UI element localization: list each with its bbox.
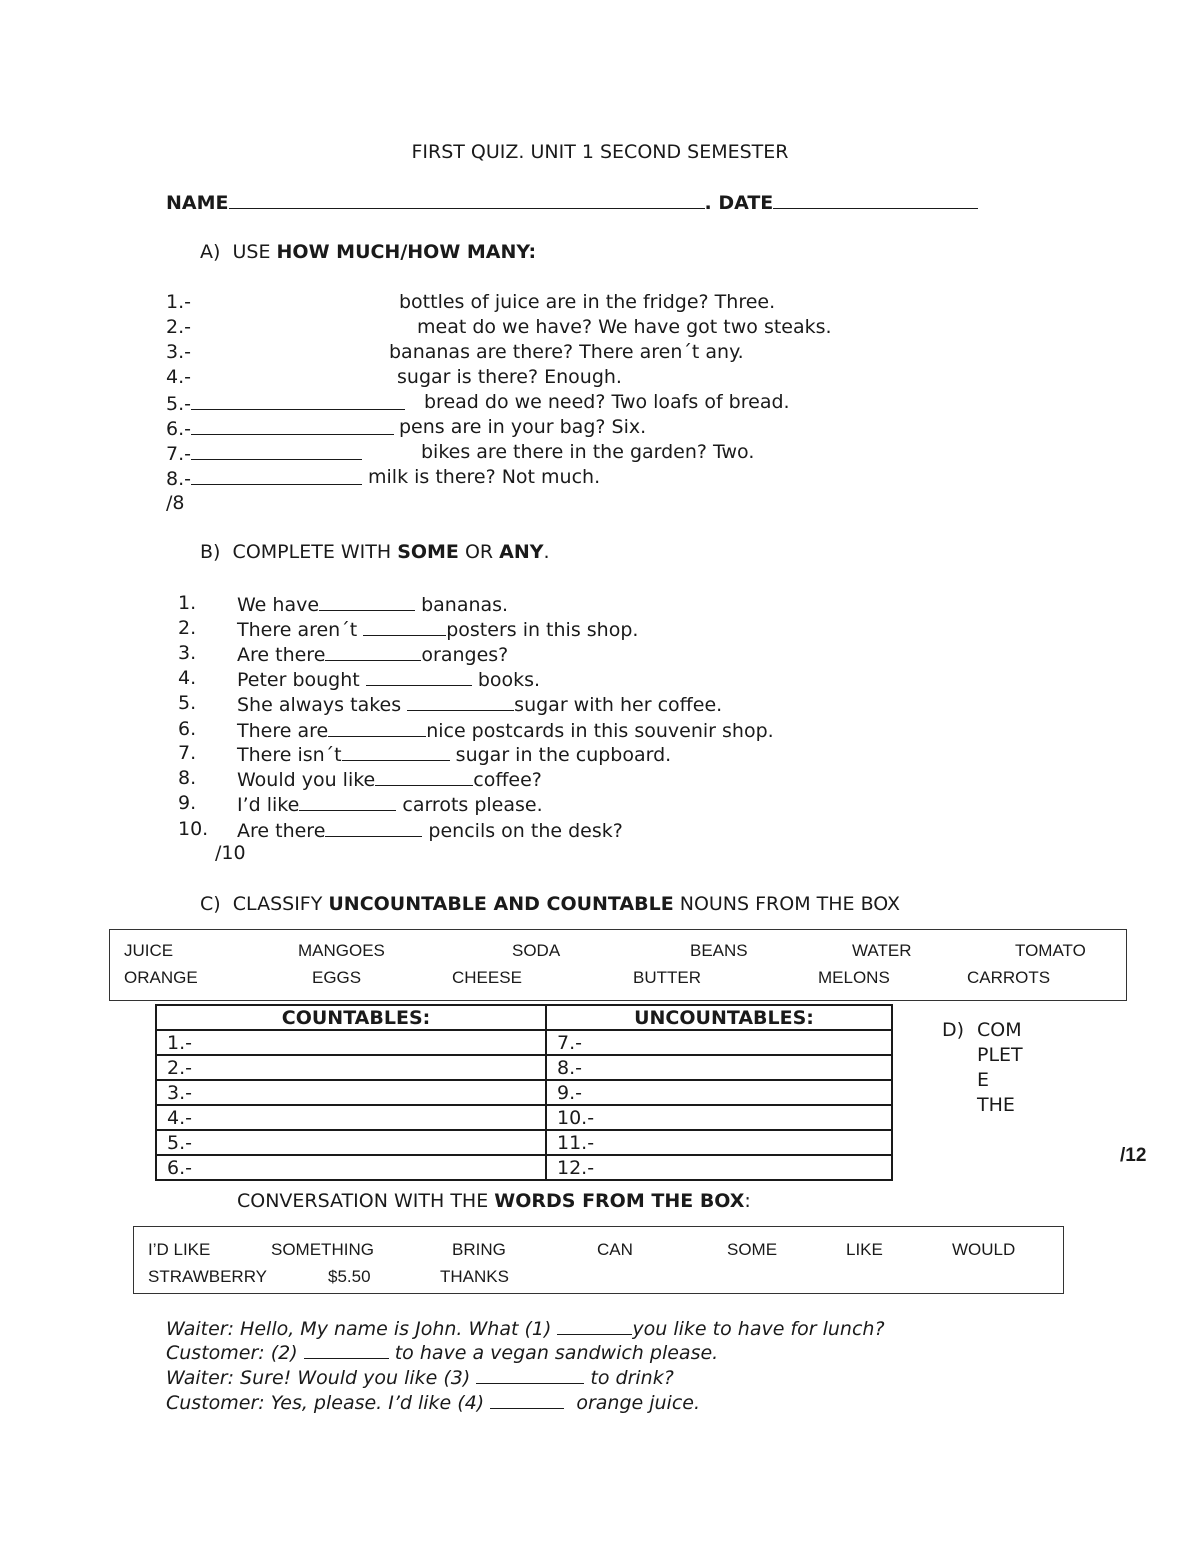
section-b-bold-any: ANY [499,541,544,563]
nouns-word-box [109,929,1127,1001]
item-text: carrots please. [396,794,543,816]
item-number: 7. [178,742,197,764]
section-a-text-2: meat do we have? We have got two steaks. [417,316,832,338]
item-number: 5.- [166,393,191,415]
section-b-prefix: COMPLETE WITH [232,541,398,563]
name-label: NAME [166,192,229,214]
section-b-heading [200,543,550,562]
countables-header: COUNTABLES: [156,1005,546,1030]
section-b-mid: OR [458,541,500,563]
word: MANGOES [298,941,385,960]
item-number: 6. [178,718,197,740]
answer-blank[interactable] [319,594,415,611]
section-a-item-4 [166,368,191,387]
table-row [156,1030,892,1055]
item-text: pencils on the desk? [422,820,623,842]
section-d-letter: D) [942,1019,965,1041]
answer-blank[interactable] [191,468,362,485]
item-text: Peter bought [237,669,366,691]
item-text: Would you like [237,769,376,791]
section-b-bold-some: SOME [397,541,459,563]
date-label: . DATE [704,192,774,214]
section-d-wrap-line: PLET [977,1044,1023,1066]
word: CARROTS [967,968,1051,987]
word: CAN [597,1240,633,1259]
page-title: FIRST QUIZ. UNIT 1 SECOND SEMESTER [411,141,789,163]
item-text: books. [471,669,541,691]
item-number: 3. [178,642,197,664]
item-number: 10. [178,818,209,840]
item-text: There aren´t [237,619,364,641]
section-c-bold: UNCOUNTABLE AND COUNTABLE [328,893,674,915]
item-text: sugar with her coffee. [514,694,723,716]
answer-blank[interactable] [557,1318,632,1335]
section-a-text-6: pens are in your bag? Six. [399,416,647,438]
item-number: 2. [178,617,197,639]
section-a-letter: A) [200,241,221,263]
section-a-item-3 [166,343,191,362]
word: JUICE [124,941,174,960]
word: LIKE [846,1240,883,1259]
section-a-text-3: bananas are there? There aren´t any. [389,341,744,363]
word: SOME [727,1240,778,1259]
uncountable-cell[interactable]: 12.- [546,1155,892,1180]
answer-blank[interactable] [342,744,450,761]
uncountable-cell[interactable]: 8.- [546,1055,892,1080]
section-b-letter: B) [200,541,221,563]
uncountable-cell[interactable]: 10.- [546,1105,892,1130]
dialogue-line-3 [166,1367,674,1388]
item-text: bananas. [415,594,509,616]
uncountable-cell[interactable]: 11.- [546,1130,892,1155]
answer-blank[interactable] [328,720,426,737]
item-text: oranges? [421,644,509,666]
item-number: 6.- [166,418,191,440]
dialogue-text: Customer: (2) [166,1342,304,1364]
section-d-bold: WORDS FROM THE BOX [494,1190,745,1212]
section-d-heading [237,1192,751,1211]
word: MELONS [818,968,890,987]
section-c-score: /12 [1120,1145,1147,1166]
answer-blank[interactable] [191,393,405,410]
dialogue-line-4 [166,1392,700,1413]
answer-blank[interactable] [407,694,514,711]
section-d-wrap-line: E [977,1069,990,1091]
section-d-suffix: : [744,1190,751,1212]
section-a-item-6 [166,418,394,439]
item-text: She always takes [237,694,408,716]
word: ORANGE [124,968,198,987]
name-field[interactable] [229,192,705,209]
dialogue-text: to drink? [584,1367,674,1389]
uncountable-cell[interactable]: 9.- [546,1080,892,1105]
item-text: coffee? [473,769,542,791]
section-a-score: /8 [166,492,185,514]
section-d-prefix: CONVERSATION WITH THE [237,1190,495,1212]
countable-cell[interactable]: 4.- [156,1105,546,1130]
item-number: 9. [178,792,197,814]
item-number: 4.- [166,366,191,388]
section-a-item-2 [166,318,191,337]
dialogue-text: Waiter: Sure! Would you like (3) [166,1367,477,1389]
section-d-wrap-line: COM [977,1019,1022,1041]
name-date-line [166,192,978,213]
item-number: 3.- [166,341,191,363]
section-a-text-5: bread do we need? Two loafs of bread. [424,391,790,413]
section-a-bold: HOW MUCH/HOW MANY: [276,241,537,263]
dialogue-text: to have a vegan sandwich please. [388,1342,719,1364]
date-field[interactable] [773,192,978,209]
item-number: 5. [178,692,197,714]
item-text: nice postcards in this souvenir shop. [426,720,774,742]
section-a-heading [200,243,536,262]
word: $5.50 [328,1267,371,1286]
item-number: 7.- [166,443,191,465]
countable-cell[interactable]: 3.- [156,1080,546,1105]
section-a-item-1 [166,293,191,312]
answer-blank[interactable] [299,794,396,811]
dialogue-line-1 [166,1318,885,1339]
item-number: 4. [178,667,197,689]
answer-blank[interactable] [366,669,472,686]
item-number: 8. [178,767,197,789]
table-header-row [156,1005,892,1030]
countable-cell[interactable]: 6.- [156,1155,546,1180]
item-number: 1.- [166,291,191,313]
item-number: 1. [178,592,197,614]
item-text: posters in this shop. [446,619,639,641]
section-a-item-7 [166,443,362,464]
dialogue-text: orange juice. [564,1392,701,1414]
uncountable-cell[interactable]: 7.- [546,1030,892,1055]
section-c-suffix: NOUNS FROM THE BOX [673,893,901,915]
dialogue-text: Customer: Yes, please. I’d like (4) [166,1392,491,1414]
word: WATER [852,941,912,960]
word: BEANS [690,941,748,960]
table-row [156,1155,892,1180]
answer-blank[interactable] [325,644,421,661]
word: BRING [452,1240,506,1259]
answer-blank[interactable] [191,418,394,435]
dialogue-text: Waiter: Hello, My name is John. What (1) [166,1318,558,1340]
answer-blank[interactable] [476,1367,584,1384]
word: I’D LIKE [148,1240,211,1259]
section-a-prefix: USE [232,241,277,263]
classification-table [155,1004,893,1181]
section-a-text-7: bikes are there in the garden? Two. [421,441,755,463]
section-d-wrap-line: THE [977,1094,1015,1116]
item-number: 2.- [166,316,191,338]
item-text: We have [237,594,320,616]
section-a-item-8 [166,468,362,489]
item-text: sugar in the cupboard. [449,744,672,766]
section-a-item-5 [166,393,405,414]
item-text: There isn´t [237,744,342,766]
answer-blank[interactable] [191,443,362,460]
word: TOMATO [1015,941,1086,960]
word: SODA [512,941,561,960]
section-c-letter: C) [200,893,221,915]
answer-blank[interactable] [304,1342,389,1359]
answer-blank[interactable] [363,619,446,636]
table-row [156,1055,892,1080]
section-b-score: /10 [215,842,246,864]
section-a-text-4: sugar is there? Enough. [397,366,622,388]
dialogue-text: you like to have for lunch? [632,1318,885,1340]
table-row [156,1130,892,1155]
conversation-word-box [133,1226,1064,1294]
section-c-heading [200,895,900,914]
answer-blank[interactable] [325,820,422,837]
item-number: 8.- [166,468,191,490]
item-text: Are there [237,644,326,666]
word: CHEESE [452,968,522,987]
answer-blank[interactable] [375,769,473,786]
section-a-text-8: milk is there? Not much. [368,466,601,488]
item-text: I’d like [237,794,300,816]
table-row [156,1080,892,1105]
word: SOMETHING [271,1240,374,1259]
word: BUTTER [633,968,701,987]
section-a-text-1: bottles of juice are in the fridge? Three. [399,291,776,313]
countable-cell[interactable]: 2.- [156,1055,546,1080]
table-row [156,1105,892,1130]
uncountables-header: UNCOUNTABLES: [546,1005,892,1030]
section-b-suffix: . [543,541,550,563]
word: STRAWBERRY [148,1267,268,1286]
item-text: There are [237,720,329,742]
section-c-prefix: CLASSIFY [232,893,329,915]
answer-blank[interactable] [490,1392,564,1409]
countable-cell[interactable]: 1.- [156,1030,546,1055]
dialogue-line-2 [166,1342,718,1363]
countable-cell[interactable]: 5.- [156,1130,546,1155]
word: EGGS [312,968,362,987]
word: WOULD [952,1240,1016,1259]
word: THANKS [440,1267,509,1286]
item-text: Are there [237,820,326,842]
